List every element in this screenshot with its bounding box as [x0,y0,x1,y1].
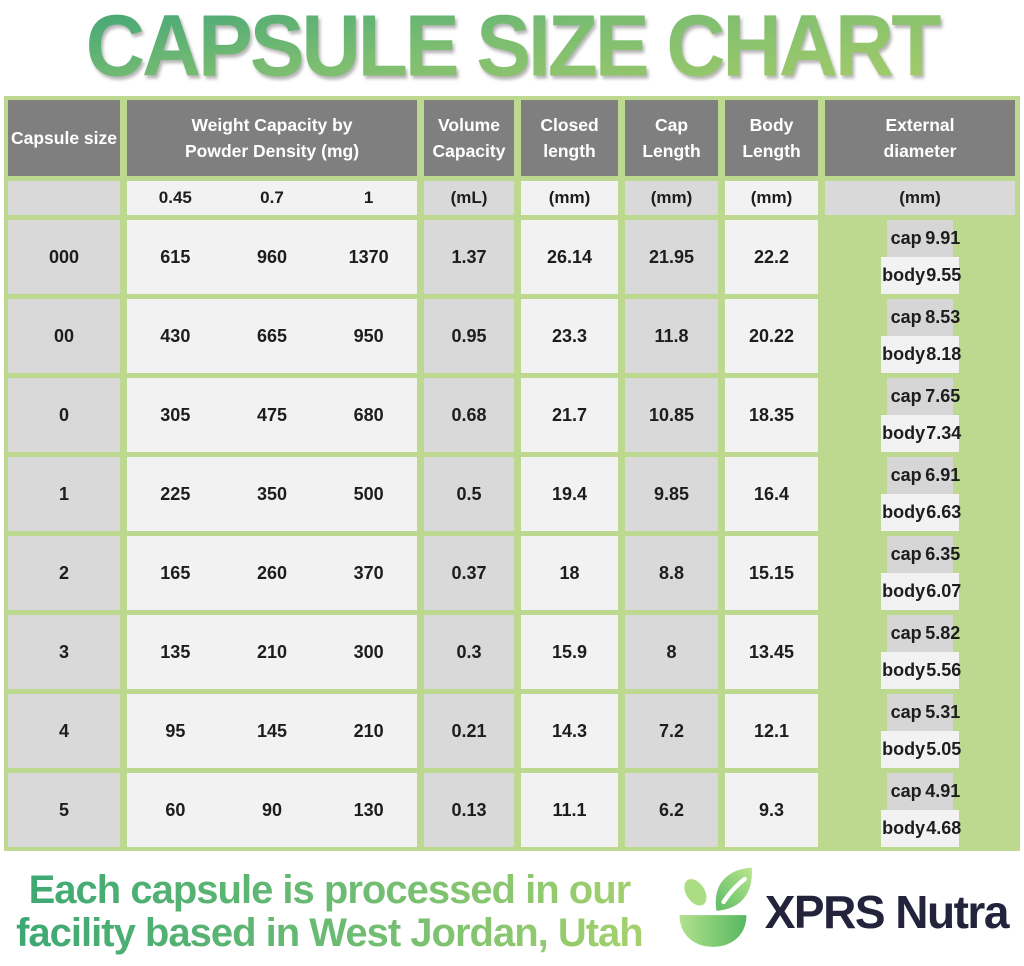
body-length-cell: 18.35 [725,378,818,452]
footer [0,865,1024,958]
capsule-size-cell: 0 [8,378,120,452]
cap-label: cap [890,307,922,327]
body-diameter-value: 9.55 [926,265,962,285]
cap-length-cell: 21.95 [625,220,718,294]
external-body-row [881,652,962,689]
header-capsule-size: Capsule size [8,100,120,176]
weight-capacity-cell: 615 960 1370 [127,220,417,294]
units-external: (mm) [825,181,1015,215]
external-cap-row [887,694,961,731]
table-row [8,457,1016,531]
body-label: body [882,739,926,759]
volume-capacity-cell: 0.95 [424,299,514,373]
capsule-size-cell: 00 [8,299,120,373]
cap-diameter-value: 9.91 [925,228,961,248]
body-label: body [882,265,926,285]
table-units-row [8,181,1016,215]
external-cap-row [887,773,961,810]
external-cap-row [887,536,961,573]
external-diameter-cell [825,378,1015,452]
header-body-length: Body Length [725,100,818,176]
weight-capacity-cell: 60 90 130 [127,773,417,847]
external-body-row [881,336,962,373]
capsule-size-cell: 4 [8,694,120,768]
plant-icon [669,865,757,958]
body-length-cell: 12.1 [725,694,818,768]
units-capsule-size-empty [8,181,120,215]
table-row [8,773,1016,847]
body-diameter-value: 8.18 [926,344,962,364]
body-diameter-value: 6.07 [926,581,962,601]
external-cap-row [887,615,961,652]
table-header-row [8,100,1016,176]
external-body-row [881,810,962,847]
table-row [8,220,1016,294]
external-cap-row [887,378,961,415]
volume-capacity-cell: 0.13 [424,773,514,847]
external-body-row [881,573,962,610]
cap-length-cell: 7.2 [625,694,718,768]
cap-label: cap [890,386,922,406]
header-cap-length: Cap Length [625,100,718,176]
weight-capacity-cell: 135 210 300 [127,615,417,689]
cap-label: cap [890,228,922,248]
body-label: body [882,581,926,601]
closed-length-cell: 14.3 [521,694,618,768]
closed-length-cell: 26.14 [521,220,618,294]
facility-tagline [16,869,643,955]
body-length-cell: 13.45 [725,615,818,689]
volume-capacity-cell: 0.21 [424,694,514,768]
volume-capacity-cell: 0.68 [424,378,514,452]
cap-diameter-value: 6.91 [925,465,961,485]
units-closed: (mm) [521,181,618,215]
weight-capacity-cell: 225 350 500 [127,457,417,531]
units-cap: (mm) [625,181,718,215]
cap-label: cap [890,544,922,564]
weight-capacity-cell: 430 665 950 [127,299,417,373]
cap-length-cell: 10.85 [625,378,718,452]
external-diameter-cell [825,694,1015,768]
closed-length-cell: 21.7 [521,378,618,452]
table-row [8,615,1016,689]
capsule-size-cell: 2 [8,536,120,610]
external-diameter-cell [825,299,1015,373]
volume-capacity-cell: 1.37 [424,220,514,294]
body-length-cell: 16.4 [725,457,818,531]
cap-diameter-value: 4.91 [925,781,961,801]
table-row [8,694,1016,768]
units-volume: (mL) [424,181,514,215]
cap-diameter-value: 5.31 [925,702,961,722]
volume-capacity-cell: 0.3 [424,615,514,689]
page-title: CAPSULE SIZE CHART [0,0,1024,100]
header-volume-capacity: Volume Capacity [424,100,514,176]
cap-length-cell: 8.8 [625,536,718,610]
body-diameter-value: 5.05 [926,739,962,759]
body-diameter-value: 7.34 [926,423,962,443]
weight-capacity-cell: 165 260 370 [127,536,417,610]
body-label: body [882,660,926,680]
cap-label: cap [890,623,922,643]
body-length-cell: 22.2 [725,220,818,294]
external-body-row [881,731,962,768]
capsule-size-cell: 3 [8,615,120,689]
body-label: body [882,502,926,522]
brand-logo [669,865,1008,958]
weight-capacity-cell: 305 475 680 [127,378,417,452]
cap-label: cap [890,702,922,722]
cap-label: cap [890,465,922,485]
table-row [8,536,1016,610]
body-length-cell: 15.15 [725,536,818,610]
external-cap-row [887,457,961,494]
body-label: body [882,423,926,443]
body-length-cell: 9.3 [725,773,818,847]
closed-length-cell: 11.1 [521,773,618,847]
brand-name: XPRS Nutra [764,885,1008,938]
body-diameter-value: 5.56 [926,660,962,680]
external-body-row [881,257,962,294]
closed-length-cell: 23.3 [521,299,618,373]
external-body-row [881,494,962,531]
external-diameter-cell [825,457,1015,531]
external-diameter-cell [825,773,1015,847]
volume-capacity-cell: 0.5 [424,457,514,531]
external-diameter-cell [825,536,1015,610]
header-weight-capacity: Weight Capacity by Powder Density (mg) [127,100,417,176]
capsule-size-table [4,96,1020,851]
tagline-line-2: facility based in West Jordan, Utah [16,910,643,955]
cap-diameter-value: 8.53 [925,307,961,327]
body-label: body [882,344,926,364]
volume-capacity-cell: 0.37 [424,536,514,610]
capsule-size-cell: 000 [8,220,120,294]
table-row [8,299,1016,373]
cap-length-cell: 8 [625,615,718,689]
cap-diameter-value: 7.65 [925,386,961,406]
units-body: (mm) [725,181,818,215]
cap-diameter-value: 6.35 [925,544,961,564]
body-label: body [882,818,926,838]
cap-length-cell: 11.8 [625,299,718,373]
cap-label: cap [890,781,922,801]
capsule-size-cell: 1 [8,457,120,531]
header-external-diameter: External diameter [825,100,1015,176]
external-diameter-cell [825,615,1015,689]
external-cap-row [887,220,961,257]
header-closed-length: Closed length [521,100,618,176]
body-length-cell: 20.22 [725,299,818,373]
units-powder-densities: 0.45 0.7 1 [127,181,417,215]
cap-diameter-value: 5.82 [925,623,961,643]
cap-length-cell: 6.2 [625,773,718,847]
body-diameter-value: 4.68 [926,818,962,838]
capsule-size-cell: 5 [8,773,120,847]
closed-length-cell: 18 [521,536,618,610]
closed-length-cell: 19.4 [521,457,618,531]
external-diameter-cell [825,220,1015,294]
closed-length-cell: 15.9 [521,615,618,689]
cap-length-cell: 9.85 [625,457,718,531]
table-row [8,378,1016,452]
tagline-line-1: Each capsule is processed in our [28,867,631,912]
external-cap-row [887,299,961,336]
external-body-row [881,415,962,452]
body-diameter-value: 6.63 [926,502,962,522]
weight-capacity-cell: 95 145 210 [127,694,417,768]
